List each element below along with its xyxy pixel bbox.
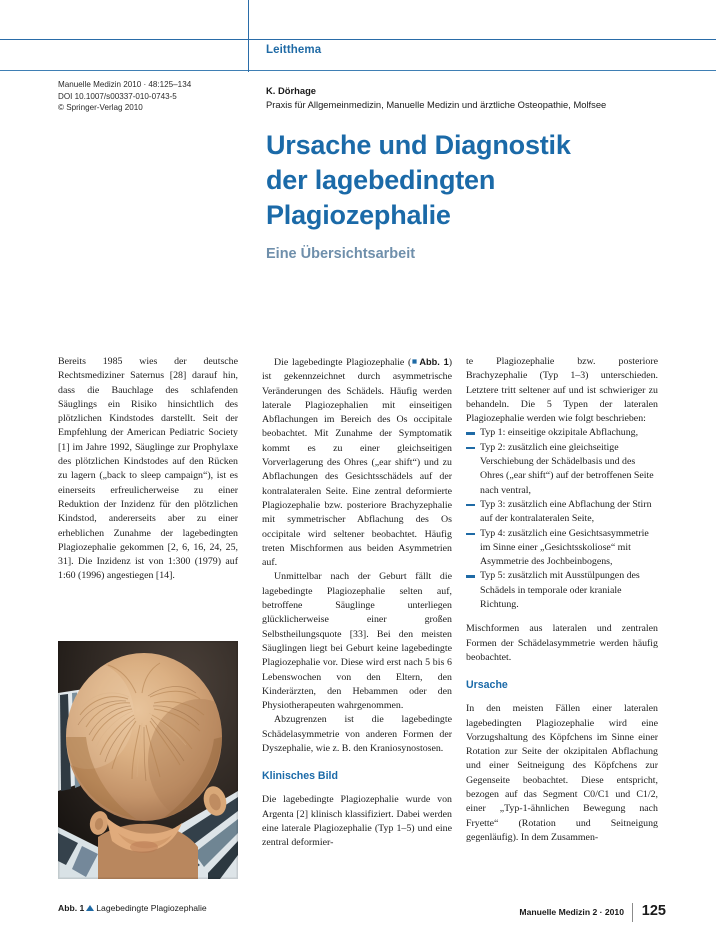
heading-ursache: Ursache <box>466 679 508 692</box>
infant-head-photo <box>58 641 238 879</box>
section-label: Leitthema <box>266 44 322 56</box>
journal-copyright: © Springer-Verlag 2010 <box>58 103 143 113</box>
header-rule-vertical <box>248 0 249 72</box>
paragraph: Bereits 1985 wies der deutsche Rechtsmediziner Saternus [28] darauf hin, dass die Bauchlage des schlafenden Säuglings ein Risiko hinsichtlich des plötzlichen Kindstodes darstellt. Seit der Empfehlung der American Pediatric Society [1] im Jahre 1992, Säuglinge zur Prophylaxe des plötzlichen Kindstodes auf den Rücken zu lagern („back to sleep campaign“), ist es einerseits erfreulicherweise zu einer Reduktion der Inzidenz für den plötzlichen Kindstod, andererseits aber zu einer erheblichen Zunahme der lagebedingten Plagiozephalie gekommen [2, 6, 16, 24, 25, 31]. Die Inzidenz ist von 1:300 (1979) auf 1:60 (1996) angestiegen [14]. <box>58 356 238 582</box>
list-item-label: Typ 4: zusätzlich eine Gesichtsasymmetrie im Sinne einer „Gesichtsskoliose“ mit Asymmetrie des Jochbeinbogens, <box>480 527 649 568</box>
header-rule-top <box>0 39 716 40</box>
figure-reference-label[interactable]: Abb. 1 <box>419 357 449 367</box>
list-item <box>466 527 658 570</box>
page-number: 125 <box>641 903 666 919</box>
list-item-label: Typ 5: zusätzlich mit Ausstülpungen des Schädels in temporale oder kraniale Richtung. <box>480 570 640 611</box>
body-column-3 <box>466 355 658 845</box>
list-item <box>466 498 658 527</box>
journal-metadata <box>58 79 238 114</box>
paragraph-text-post: ) ist gekennzeichnet durch asymmetrische Veränderungen des Schädels. Häufig werden laterale Plagiozephalien mit einseitigen Abflachungen im Bereich des Os occipitale beobachtet. Mit Zunahme der Symptomatik kommt es zu einer gleichseitigen Vorverlagerung des Ohres („ear shift“) und zu Abflachungen des Gesichtsschädels auf der kontralateralen Seite. Eine zentral deformierte Plagiozephalie bzw. posteriore Brachyzephalie mit symmetrischer Abflachung des Os occipitale wird seltener beobachtet. Häufig treten Mischformen aus beiden Asymmetrien auf. <box>262 357 452 569</box>
journal-citation: Manuelle Medizin 2010 · 48:125–134 <box>58 80 192 89</box>
paragraph: te Plagiozephalie bzw. posteriore Brachyzephalie (Typ 1–3) unterschieden. Letztere tritt seltener auf und ist schwieriger zu behandeln. Die 5 Typen der lateralen Plagiozephalie werden wie folgt beschrieben: <box>466 356 658 425</box>
paragraph <box>262 355 452 570</box>
list-item-label: Typ 2: zusätzlich eine gleichseitige Verschiebung der Schädelbasis und des Ohres („ear shift“) auf der betroffenen Seite nach ventral, <box>480 441 654 496</box>
footer-journal: Manuelle Medizin 2 · 2010 <box>519 907 624 917</box>
list-item <box>466 441 658 498</box>
figure-caption-text: Lagebedingte Plagiozephalie <box>96 903 207 913</box>
figure-image <box>58 641 238 879</box>
dash-bullet-icon <box>466 575 475 577</box>
triangle-up-icon <box>86 905 94 911</box>
dash-bullet-icon <box>466 447 475 449</box>
paragraph: Mischformen aus lateralen und zentralen Formen der Schädelasymmetrie werden häufig beobachtet. <box>466 623 658 663</box>
body-column-2 <box>262 355 452 851</box>
spacer <box>466 612 658 622</box>
dash-bullet-icon <box>466 533 475 535</box>
paragraph: Abzugrenzen ist die lagebedingte Schädelasymmetrie von anderen Formen der Dyszephalie, wie z. B. den Kraniosynostosen. <box>262 714 452 755</box>
body-column-1 <box>58 355 238 584</box>
paragraph: In den meisten Fällen einer lateralen lagebedingten Plagiozephalie wird eine Vorzugshaltung des Köpfchens im Sinne einer Rotation zur Seite der okzipitalen Abflachung und einer Seitneigung des Köpfchens zur Gegenseite beobachtet. Diese entspricht, bezogen auf das Segment C0/C1 und C1/2, einer „Typ-1-ähnlichen Bewegung nach Fryette“ (Rotation und Seitneigung gegenläufig). In dem Zusammen- <box>466 703 658 843</box>
dash-bullet-icon <box>466 432 475 434</box>
list-item-label: Typ 1: einseitige okzipitale Abflachung, <box>480 427 639 439</box>
title-line-3: Plagiozephalie <box>266 200 451 230</box>
header-rule-bottom <box>0 70 716 71</box>
page-footer <box>466 903 666 923</box>
page-header <box>0 0 716 72</box>
paragraph: Unmittelbar nach der Geburt fällt die lagebedingte Plagiozephalie selten auf, betroffene Säuglinge unterliegen glücklicherweise einer großen Selbstheilungsquote [33]. Bei den meisten Säuglingen liegt bei Geburt keine lagebedingte Plagiozephalie vor. Diese wird erst nach 5 bis 6 Lebenswochen von den Eltern, den Kinderärzten, den Hebammen oder den Physiotherapeuten wahrgenommen. <box>262 571 452 712</box>
figure-caption-label: Abb. 1 <box>58 903 85 913</box>
dash-bullet-icon <box>466 504 475 506</box>
paragraph-text-pre: Die lagebedingte Plagiozephalie ( <box>274 357 412 368</box>
article-title-block <box>266 128 666 264</box>
footer-divider <box>632 903 633 922</box>
figure-caption <box>58 902 258 914</box>
figure-reference-icon <box>411 358 418 365</box>
heading-klinisches-bild: Klinisches Bild <box>262 770 338 783</box>
typ-list <box>466 426 658 612</box>
journal-doi: DOI 10.1007/s00337-010-0743-5 <box>58 91 177 101</box>
list-item <box>466 569 658 612</box>
title-line-1: Ursache und Diagnostik <box>266 130 571 160</box>
list-item <box>466 426 658 440</box>
author-block <box>266 84 666 112</box>
title-line-2: der lagebedingten <box>266 165 496 195</box>
paragraph: Die lagebedingte Plagiozephalie wurde von Argenta [2] klinisch klassifiziert. Dabei werden eine laterale Plagiozephalie (Typ 1–5) und eine zentral deformier- <box>262 794 452 849</box>
author-name: K. Dörhage <box>266 85 317 96</box>
article-subtitle: Eine Übersichtsarbeit <box>266 246 416 262</box>
page-title <box>266 128 666 233</box>
author-affiliation: Praxis für Allgemeinmedizin, Manuelle Medizin und ärztliche Osteopathie, Molfsee <box>266 99 607 110</box>
list-item-label: Typ 3: zusätzlich eine Abflachung der Stirn auf der kontralateralen Seite, <box>480 498 652 525</box>
